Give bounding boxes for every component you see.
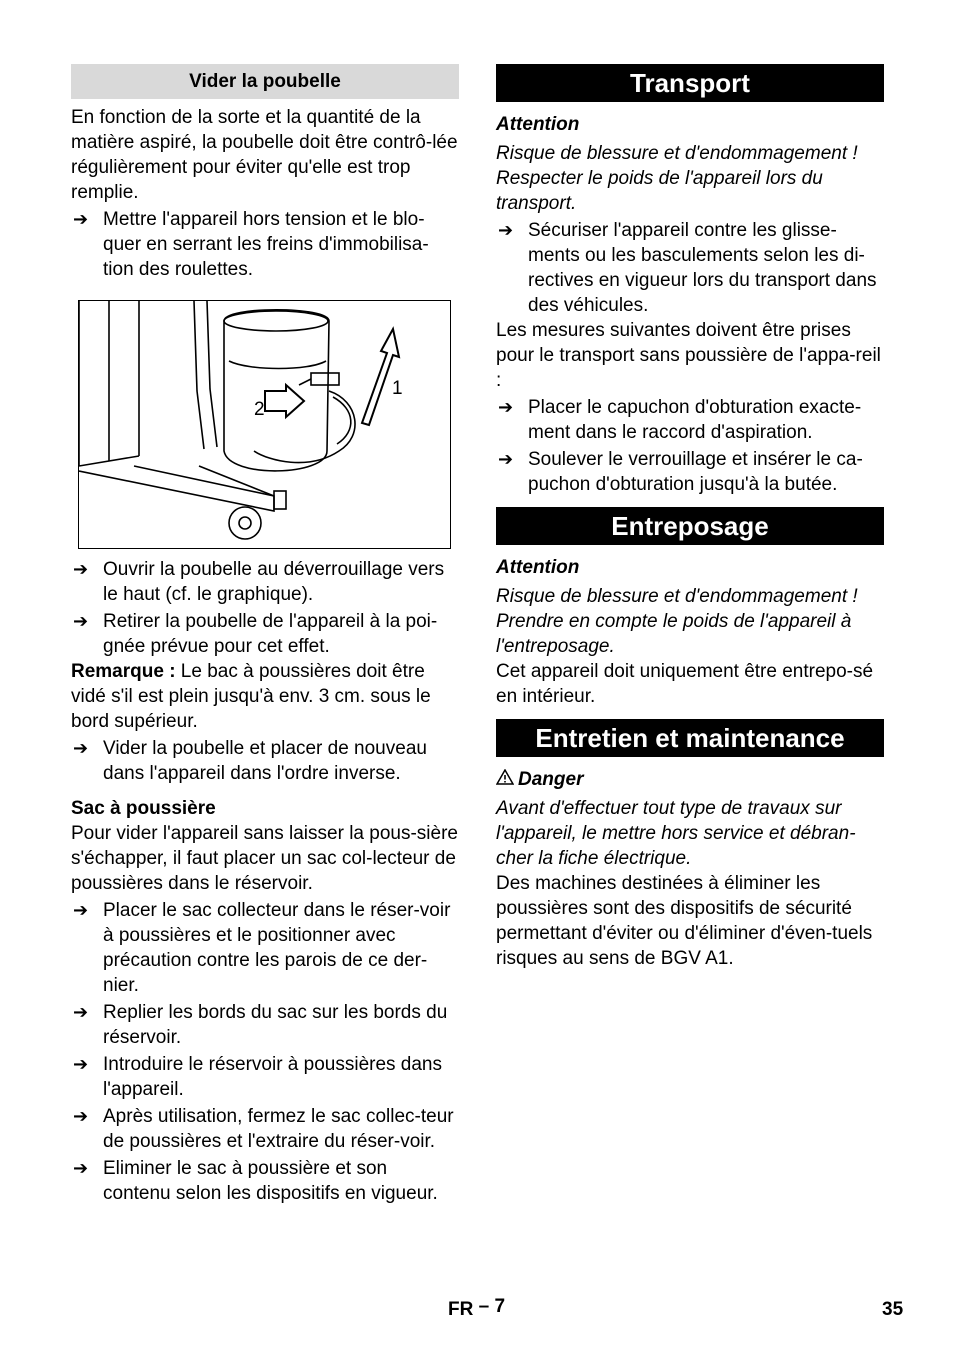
remark-label: Remarque :	[71, 661, 176, 682]
storage-text: Cet appareil doit uniquement être entrepo-sé en intérieur.	[496, 661, 874, 707]
step-item	[71, 1156, 459, 1206]
arrow-icon: ➔	[498, 397, 514, 417]
footer-language	[448, 1297, 505, 1322]
section-page: – 7	[478, 1296, 506, 1317]
left-column	[71, 64, 459, 1206]
maintenance-warning: Avant d'effectuer tout type de travaux sur l'appareil, le mettre hors service et débran-cher la fiche électrique.	[496, 798, 856, 869]
step-item	[71, 1000, 459, 1050]
maintenance-text: Des machines destinées à éliminer les poussières sont des dispositifs de sécurité permettant d'éviter ou d'éliminer d'éven-tuels risques au sens de BGV A1.	[496, 873, 873, 969]
section-heading-transport: Transport	[496, 64, 884, 102]
step-item	[71, 736, 459, 786]
danger-label: Danger	[518, 769, 584, 790]
arrow-icon: ➔	[73, 1106, 89, 1126]
step-item	[71, 1052, 459, 1102]
bin-illustration	[78, 300, 451, 549]
right-column	[496, 64, 884, 971]
danger-heading	[496, 767, 884, 792]
step-text: Placer le sac collecteur dans le réser-voir à poussières et le positionner avec précaution contre les parois de ce der-nier.	[103, 900, 451, 996]
section-heading-maintenance: Entretien et maintenance	[496, 719, 884, 757]
section-heading-storage: Entreposage	[496, 507, 884, 545]
intro-paragraph: En fonction de la sorte et la quantité de la matière aspiré, la poubelle doit être contrô-lée régulièrement pour éviter qu'elle est trop remplie.	[71, 107, 458, 203]
transport-text: Les mesures suivantes doivent être prises pour le transport sans poussière de l'appa-reil :	[496, 320, 881, 391]
step-item	[71, 207, 459, 282]
arrow-icon: ➔	[498, 449, 514, 469]
step-item	[71, 557, 459, 607]
step-text: Introduire le réservoir à poussières dans l'appareil.	[103, 1054, 443, 1100]
step-text: Soulever le verrouillage et insérer le ca-puchon d'obturation jusqu'à la butée.	[528, 449, 863, 495]
page-number: 35	[882, 1299, 904, 1320]
step-text: Mettre l'appareil hors tension et le blo-quer en serrant les freins d'immobilisa-tion des roulettes.	[103, 209, 429, 280]
storage-warning: Risque de blessure et d'endommagement ! Prendre en compte le poids de l'appareil à l'entreposage.	[496, 586, 858, 657]
remark-text: Le bac à poussières doit être vidé s'il est plein jusqu'à env. 3 cm. sous le bord supérieur.	[71, 661, 431, 732]
arrow-icon: ➔	[73, 559, 89, 579]
dust-bag-intro: Pour vider l'appareil sans laisser la pous-sière s'échapper, il faut placer un sac col-lecteur de poussières dans le réservoir.	[71, 823, 458, 894]
step-item	[496, 447, 884, 497]
vacuum-diagram	[79, 301, 450, 548]
arrow-icon: ➔	[73, 1054, 89, 1074]
attention-label: Attention	[496, 114, 580, 135]
step-item	[496, 218, 884, 318]
step-text: Vider la poubelle et placer de nouveau dans l'appareil dans l'ordre inverse.	[103, 738, 427, 784]
arrow-icon: ➔	[498, 220, 514, 240]
figure-label-1: 1	[392, 378, 403, 399]
step-text: Ouvrir la poubelle au déverrouillage vers le haut (cf. le graphique).	[103, 559, 445, 605]
arrow-icon: ➔	[73, 611, 89, 631]
subsection-heading-dust-bag: Sac à poussière	[71, 798, 216, 819]
step-item	[496, 395, 884, 445]
transport-warning: Risque de blessure et d'endommagement ! Respecter le poids de l'appareil lors du transport.	[496, 143, 858, 214]
arrow-icon: ➔	[73, 738, 89, 758]
attention-label: Attention	[496, 557, 580, 578]
arrow-icon: ➔	[73, 1002, 89, 1022]
arrow-icon: ➔	[73, 1158, 89, 1178]
step-text: Retirer la poubelle de l'appareil à la poi-gnée prévue pour cet effet.	[103, 611, 438, 657]
step-text: Replier les bords du sac sur les bords du réservoir.	[103, 1002, 448, 1048]
section-heading-empty-bin: Vider la poubelle	[71, 64, 459, 99]
figure-label-2: 2	[254, 399, 265, 420]
arrow-icon: ➔	[73, 900, 89, 920]
step-text: Placer le capuchon d'obturation exacte-ment dans le raccord d'aspiration.	[528, 397, 862, 443]
step-item	[71, 898, 459, 998]
step-item	[71, 609, 459, 659]
step-text: Eliminer le sac à poussière et son contenu selon les dispositifs en vigueur.	[103, 1158, 438, 1204]
language-code: FR	[448, 1299, 474, 1320]
step-text: Sécuriser l'appareil contre les glisse-ments ou les basculements selon les di-rectives en vigueur lors du transport dans des véhicules.	[528, 220, 877, 316]
arrow-icon: ➔	[73, 209, 89, 229]
step-item	[71, 1104, 459, 1154]
warning-triangle-icon	[496, 767, 518, 792]
step-text: Après utilisation, fermez le sac collec-teur de poussières et l'extraire du réser-voir.	[103, 1106, 454, 1152]
remark-paragraph	[71, 659, 459, 734]
